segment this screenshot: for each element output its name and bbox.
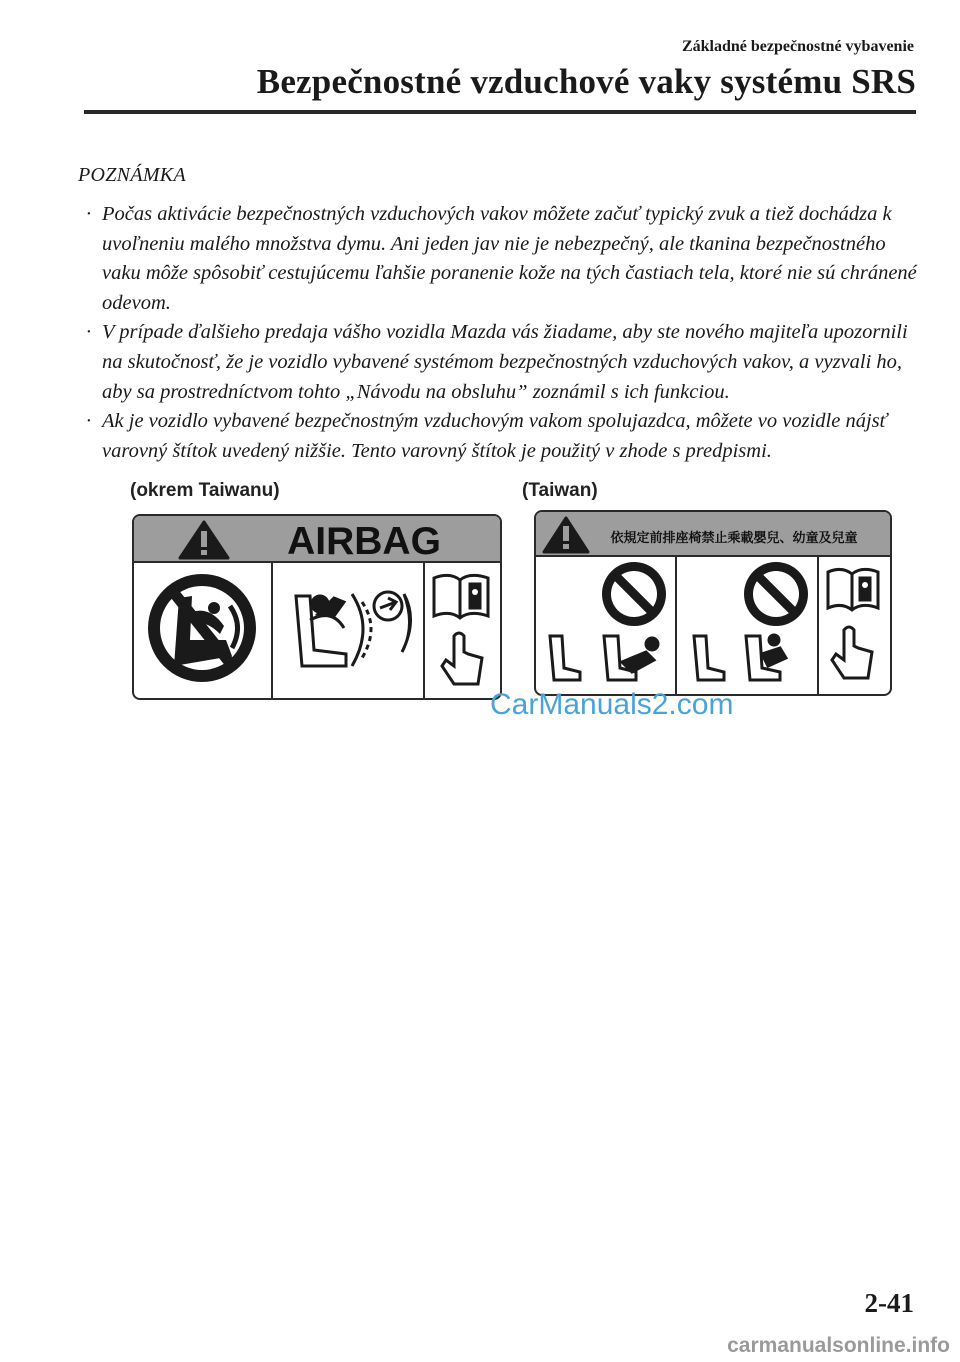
note-item [82, 200, 922, 318]
watermark-top: CarManuals2.com [490, 688, 734, 721]
bullet: · [86, 410, 92, 433]
label-caption-left: (okrem Taiwanu) [130, 480, 280, 501]
note-list [82, 200, 922, 466]
seated-passenger-icon [604, 636, 658, 680]
prohibition-sign-icon [602, 562, 666, 626]
prohibition-sign-icon [744, 562, 808, 626]
taiwan-label-graphic [536, 512, 890, 694]
manual-book-icon [434, 575, 488, 618]
header-section: Základné bezpečnostné vybavenie [681, 38, 914, 55]
pointing-hand-icon [442, 633, 482, 684]
note-item-text: Počas aktivácie bezpečnostných vzduchových vakov môžete začuť typický zvuk a tiež dochádza k uvoľneniu malého množstva dymu. Ani jeden jav nie je nebezpečný, ale tkanina bezpečnostného vaku môže spôsobiť cestujúcemu ľahšie poranenie kože na tých častiach tela, ktoré nie sú chránené odevom. [102, 203, 917, 314]
watermark-bottom[interactable]: carmanualsonline.info [727, 1334, 950, 1357]
manual-book-icon [828, 569, 878, 610]
note-item-text: Ak je vozidlo vybavené bezpečnostným vzduchovým vakom spolujazdca, môžete vo vozidle nájsť varovný štítok uvedený nižšie. Tento varovný štítok je použitý v zhode s predpismi. [102, 410, 888, 462]
note-item [82, 318, 922, 407]
label-caption-right: (Taiwan) [522, 480, 598, 501]
bullet: · [86, 203, 92, 225]
empty-seat-icon [694, 636, 724, 680]
no-child-seat-icon [148, 574, 256, 682]
airbag-banner-text: AIRBAG [287, 520, 441, 563]
airbag-label-graphic [134, 516, 500, 698]
child-seat-airbag-icon [296, 592, 411, 666]
note-item-text: V prípade ďalšieho predaja vášho vozidla Mazda vás žiadame, aby ste nového majiteľa upozornili na skutočnosť, že je vozidlo vybavené systémom bezpečnostných vzduchových vakov, a vyzvali ho, aby sa prostredníctvom tohto „Návodu na obsluhu” zoznámil s ich funkciou. [102, 321, 908, 403]
bullet: · [86, 321, 92, 344]
note-item [82, 407, 922, 466]
page-number: 2-41 [864, 1288, 914, 1318]
child-seat-icon [746, 635, 786, 680]
page-title: Bezpečnostné vzduchové vaky systému SRS [256, 62, 916, 101]
note-heading: POZNÁMKA [78, 164, 186, 186]
airbag-warning-label [132, 514, 502, 700]
pointing-hand-icon [832, 627, 872, 678]
empty-seat-icon [550, 636, 580, 680]
taiwan-banner-text: 依規定前排座椅禁止乘載嬰兒、幼童及兒童 [610, 531, 858, 546]
taiwan-warning-label [534, 510, 892, 696]
header-rule [84, 110, 916, 114]
